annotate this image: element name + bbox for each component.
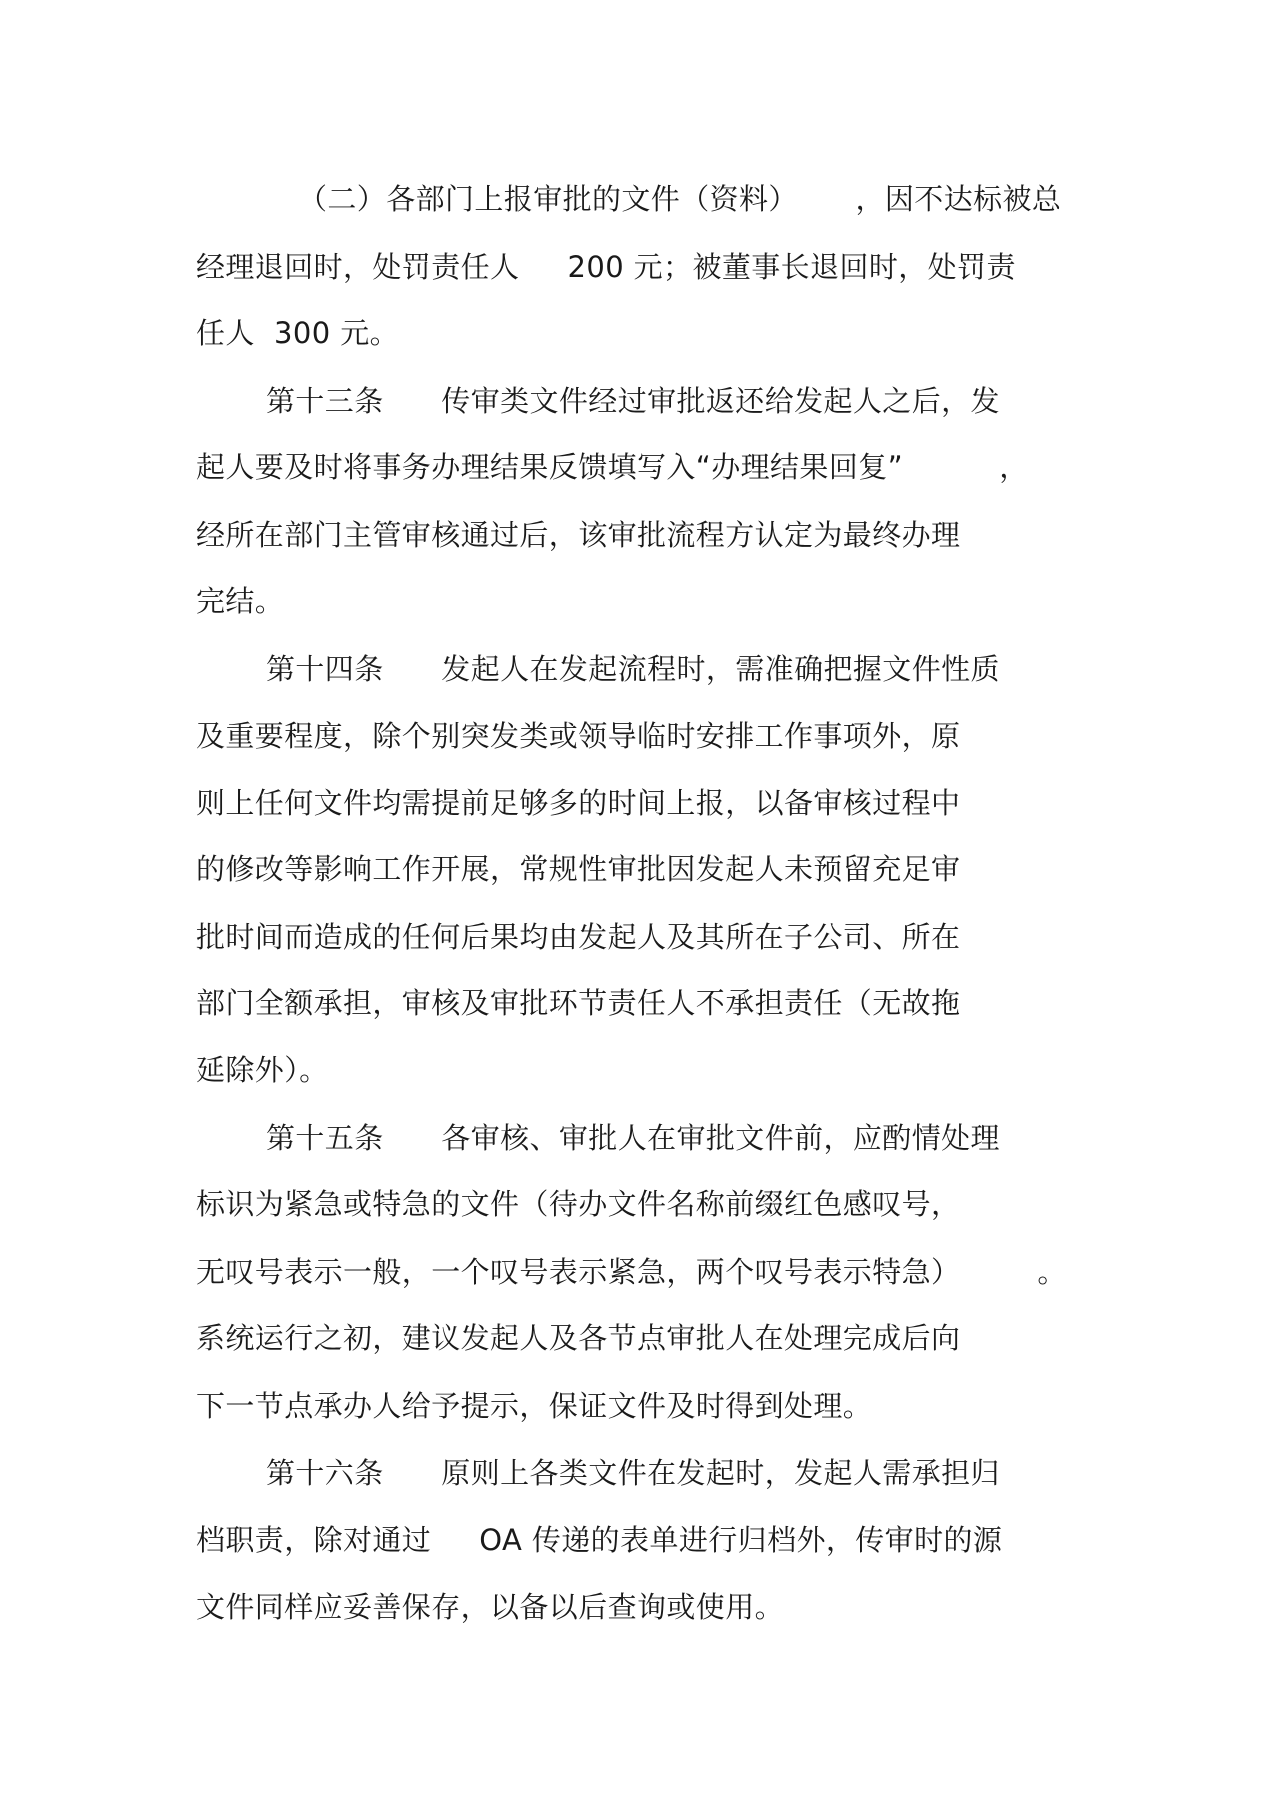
article-15-line-5: 下一节点承办人给予提示，保证文件及时得到处理。 xyxy=(196,1389,873,1423)
article-15-line-1: 第十五条 各审核、审批人在审批文件前，应酌情处理 xyxy=(266,1121,1000,1155)
article-13-line-3: 经所在部门主管审核通过后，该审批流程方认定为最终办理 xyxy=(196,518,961,552)
article-14-line-2: 及重要程度，除个别突发类或领导临时安排工作事项外，原 xyxy=(196,719,961,753)
article-13-line-4: 完结。 xyxy=(196,584,285,618)
article-14-line-6: 部门全额承担，审核及审批环节责任人不承担责任（无故拖 xyxy=(196,986,961,1020)
article-15-line-3: 无叹号表示一般，一个叹号表示紧急，两个叹号表示特急） 。 xyxy=(196,1255,1067,1289)
article-14-line-4: 的修改等影响工作开展，常规性审批因发起人未预留充足审 xyxy=(196,852,961,886)
article-14-line-7: 延除外）。 xyxy=(196,1053,329,1087)
article-16-line-1: 第十六条 原则上各类文件在发起时，发起人需承担归 xyxy=(266,1456,1000,1490)
article-14-line-3: 则上任何文件均需提前足够多的时间上报，以备审核过程中 xyxy=(196,786,961,820)
article-14-line-1: 第十四条 发起人在发起流程时，需准确把握文件性质 xyxy=(266,652,1000,686)
text-line-1: （二）各部门上报审批的文件（资料） ，因不达标被总 xyxy=(298,182,1062,216)
article-15-line-2: 标识为紧急或特急的文件（待办文件名称前缀红色感叹号， xyxy=(196,1187,961,1221)
article-14-line-5: 批时间而造成的任何后果均由发起人及其所在子公司、所在 xyxy=(196,920,961,954)
text-line-2: 经理退回时，处罚责任人 200 元；被董事长退回时，处罚责 xyxy=(196,250,1016,284)
article-16-line-2: 档职责，除对通过 OA 传递的表单进行归档外，传审时的源 xyxy=(196,1523,1003,1557)
article-15-line-4: 系统运行之初，建议发起人及各节点审批人在处理完成后向 xyxy=(196,1321,961,1355)
article-13-line-2: 起人要及时将事务办理结果反馈填写入“办理结果回复” ， xyxy=(196,450,1029,484)
text-line-3: 任人 300 元。 xyxy=(196,316,400,350)
article-16-line-3: 文件同样应妥善保存，以备以后查询或使用。 xyxy=(196,1590,785,1624)
article-13-line-1: 第十三条 传审类文件经过审批返还给发起人之后，发 xyxy=(266,384,1000,418)
